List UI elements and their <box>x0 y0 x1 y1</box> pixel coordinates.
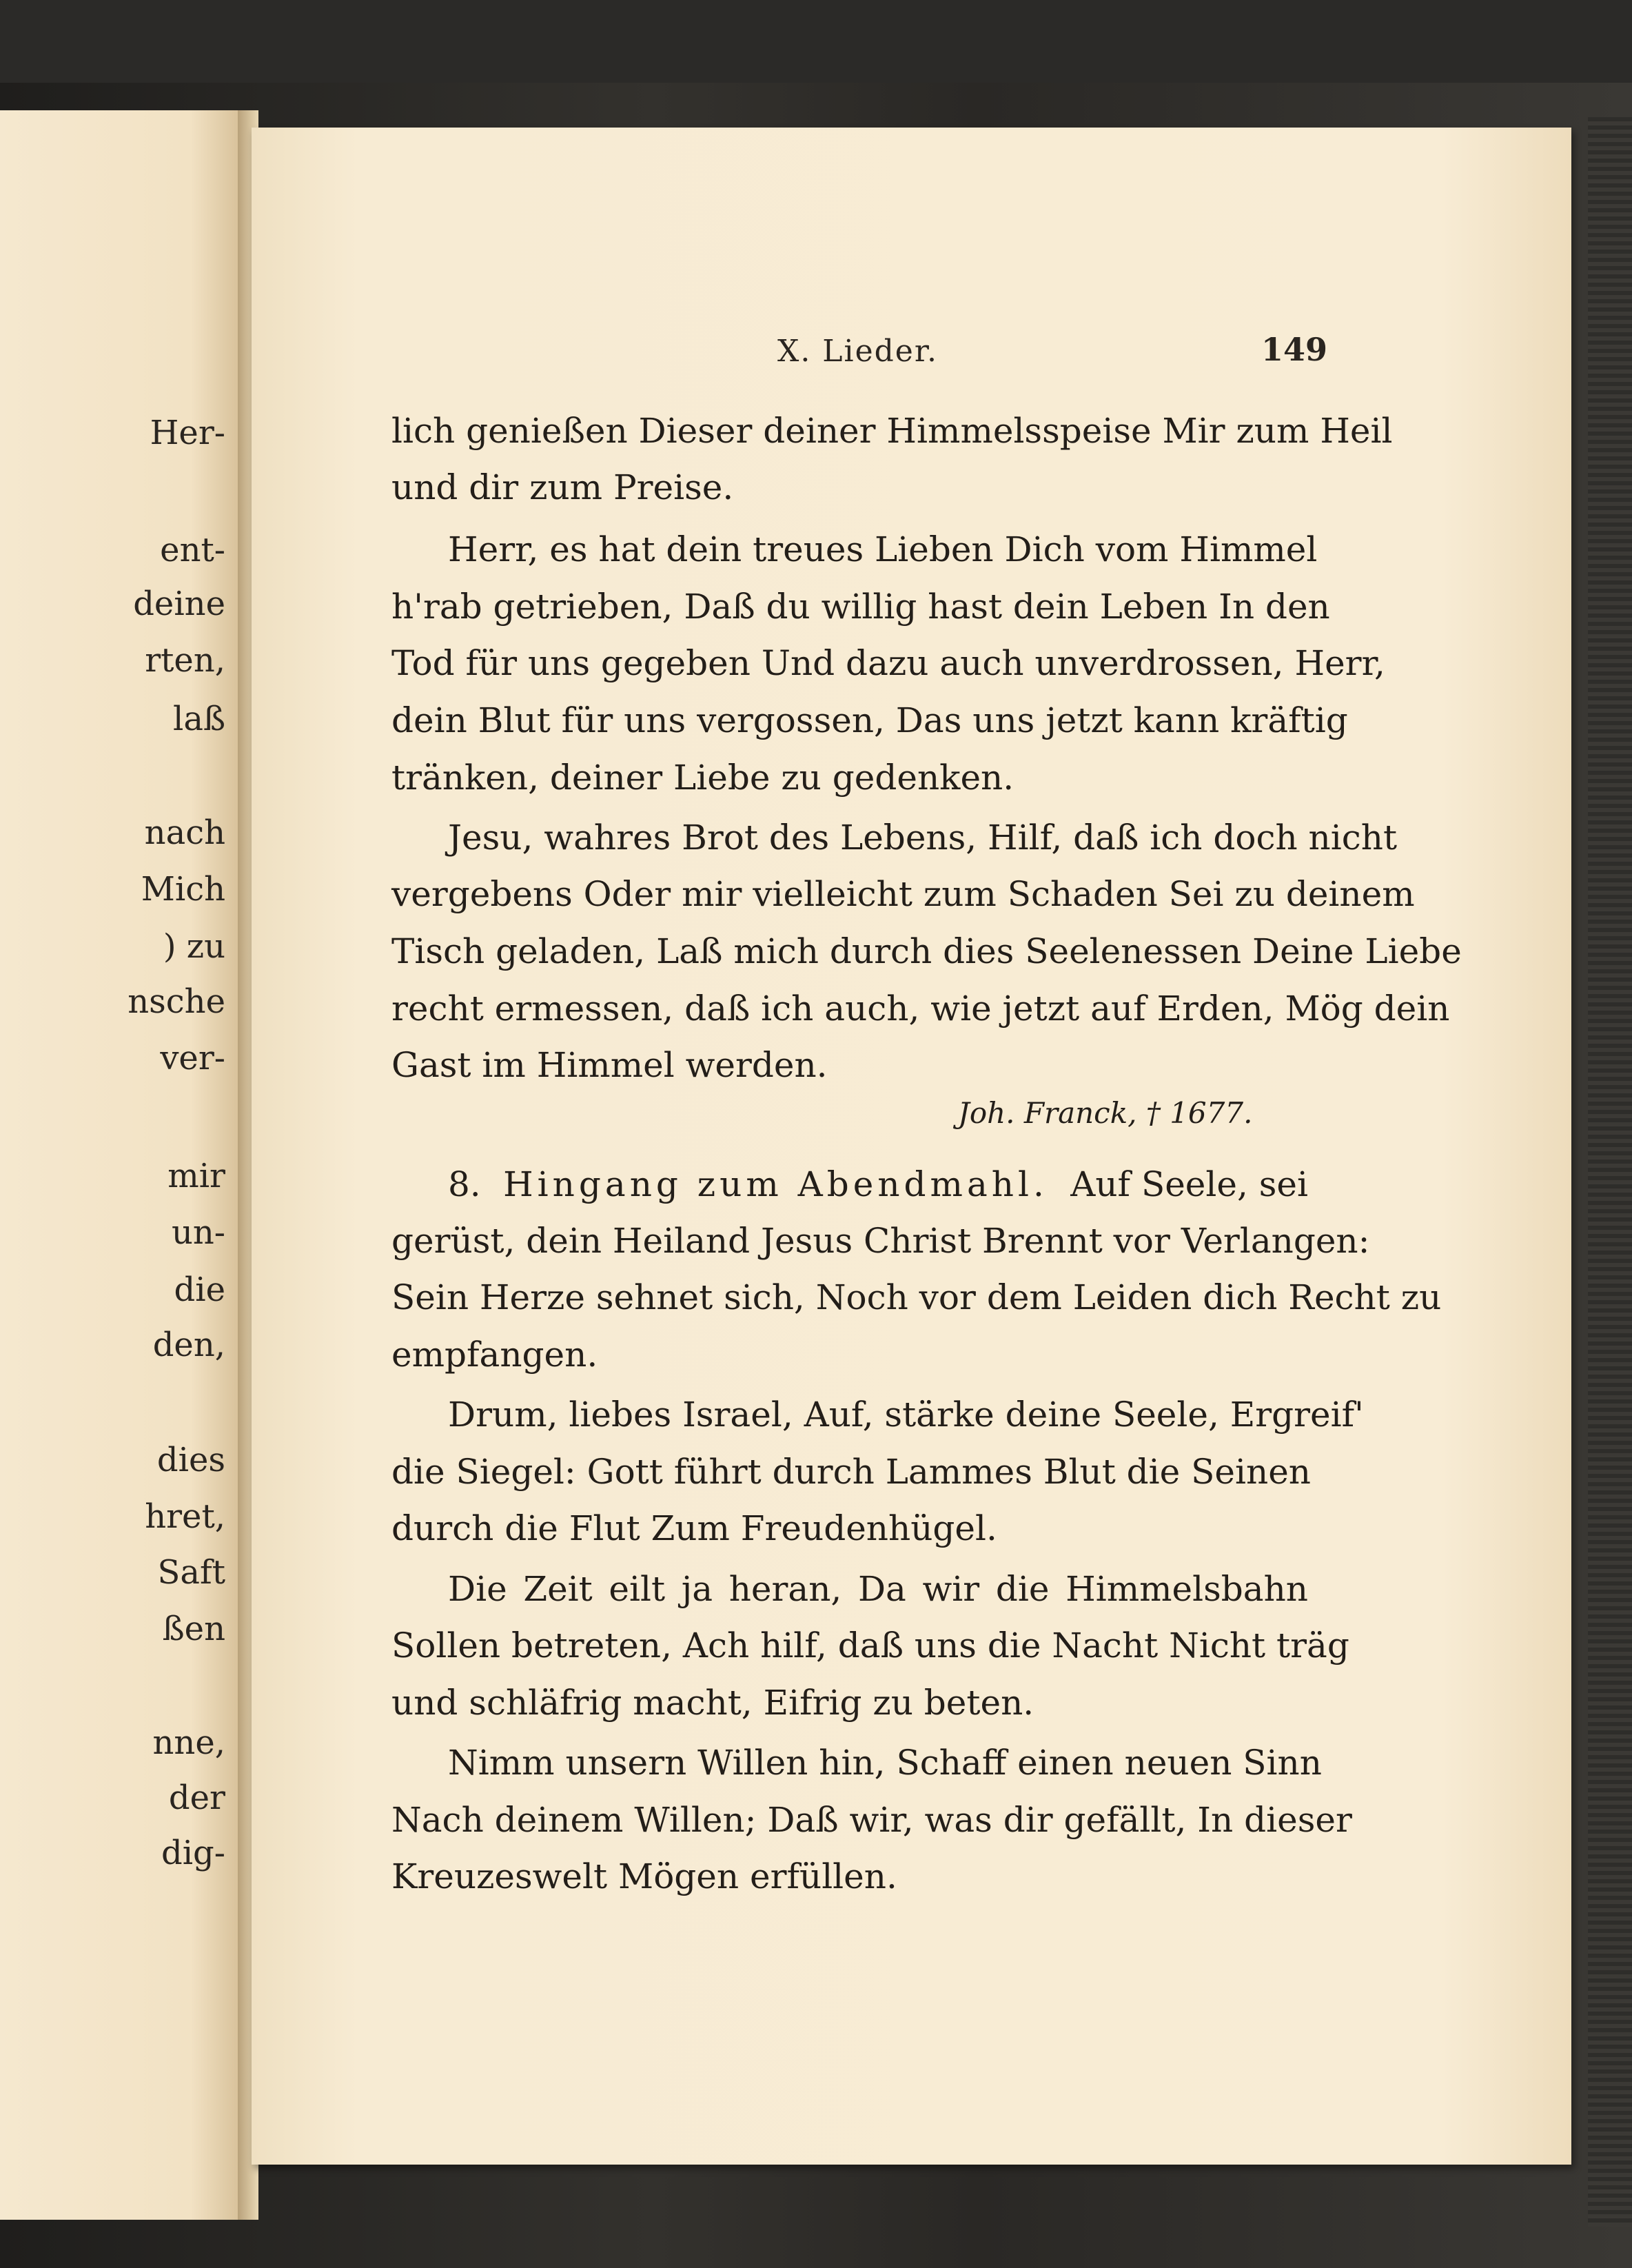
left-page-fragment: nne, <box>152 1723 225 1762</box>
text-line: lich genießen Dieser deiner Himmelsspeise Mir zum Heil <box>391 411 1393 451</box>
text-line: Jesu, wahres Brot des Lebens, Hilf, daß ich doch nicht <box>448 818 1398 858</box>
left-page-fragment: die <box>174 1270 225 1309</box>
section-first-line: Auf Seele, sei <box>1070 1164 1308 1204</box>
text-line: Nach deinem Willen; Daß wir, was dir gefällt, In dieser <box>391 1800 1352 1840</box>
hymn-attribution: Joh. Franck, † 1677. <box>958 1096 1253 1130</box>
left-page-fragment: den, <box>152 1326 225 1364</box>
left-page-fragment: Mich <box>141 870 225 909</box>
text-line: vergebens Oder mir vielleicht zum Schaden Sei zu deinem <box>391 874 1415 914</box>
text-line: Kreuzeswelt Mögen erfüllen. <box>391 1856 897 1896</box>
text-line: h'rab getrieben, Daß du willig hast dein Leben In den <box>391 587 1330 627</box>
left-page-fragment: nsche <box>127 982 225 1021</box>
page-number: 149 <box>1261 331 1328 368</box>
left-page-fragment: ßen <box>162 1610 225 1648</box>
text-line: Tisch geladen, Laß mich durch dies Seelenessen Deine Liebe <box>391 931 1462 971</box>
left-page-fragment: mir <box>167 1157 225 1195</box>
text-line: und schläfrig macht, Eifrig zu beten. <box>391 1683 1034 1723</box>
text-line: Herr, es hat dein treues Lieben Dich vom Himmel <box>448 529 1318 569</box>
left-page-fragment: un- <box>171 1213 225 1252</box>
text-line: Sollen betreten, Ach hilf, daß uns die Nacht Nicht träg <box>391 1626 1349 1665</box>
text-line: Gast im Himmel werden. <box>391 1045 828 1085</box>
left-page-fragment: laß <box>172 700 225 738</box>
left-page-fragment: deine <box>133 585 225 623</box>
left-page-fragment: Her- <box>150 414 225 452</box>
cover-edge <box>1588 117 1632 2227</box>
text-line: Die Zeit eilt ja heran, Da wir die Himmelsbahn <box>448 1569 1308 1609</box>
text-line: die Siegel: Gott führt durch Lammes Blut die Seinen <box>391 1452 1311 1492</box>
left-page-fragment: dig- <box>161 1834 225 1872</box>
text-line: tränken, deiner Liebe zu gedenken. <box>391 758 1014 798</box>
text-line: Sein Herze sehnet sich, Noch vor dem Leiden dich Recht zu <box>391 1277 1442 1317</box>
left-page-fragment: ) zu <box>163 927 225 966</box>
text-line: durch die Flut Zum Freudenhügel. <box>391 1508 997 1548</box>
text-line: Drum, liebes Israel, Auf, stärke deine Seele, Ergreif' <box>448 1395 1364 1435</box>
text-line: empfangen. <box>391 1335 598 1375</box>
text-line: Tod für uns gegeben Und dazu auch unverdrossen, Herr, <box>391 643 1385 683</box>
left-page-fragment: der <box>168 1779 225 1817</box>
left-page-fragment: Saft <box>157 1553 225 1592</box>
text-line: und dir zum Preise. <box>391 467 734 507</box>
text-line: gerüst, dein Heiland Jesus Christ Brennt vor Verlangen: <box>391 1221 1370 1261</box>
section-heading-line <box>448 1164 1308 1204</box>
text-line: Nimm unsern Willen hin, Schaff einen neuen Sinn <box>448 1743 1322 1783</box>
left-page-fragment: nach <box>144 813 225 852</box>
left-page-fragment: rten, <box>145 641 225 680</box>
left-page-fragment: dies <box>156 1441 225 1479</box>
section-number: 8. <box>448 1164 481 1204</box>
left-page-fragment: ver- <box>160 1039 225 1077</box>
left-page-fragment: ent- <box>160 531 225 569</box>
text-line: recht ermessen, daß ich auch, wie jetzt auf Erden, Mög dein <box>391 989 1450 1029</box>
running-head: X. Lieder. <box>777 334 939 369</box>
text-line: dein Blut für uns vergossen, Das uns jetzt kann kräftig <box>391 700 1348 740</box>
left-page <box>0 110 238 2220</box>
left-page-fragment: hret, <box>145 1497 225 1536</box>
section-title: Hingang zum Abendmahl. <box>503 1164 1048 1204</box>
